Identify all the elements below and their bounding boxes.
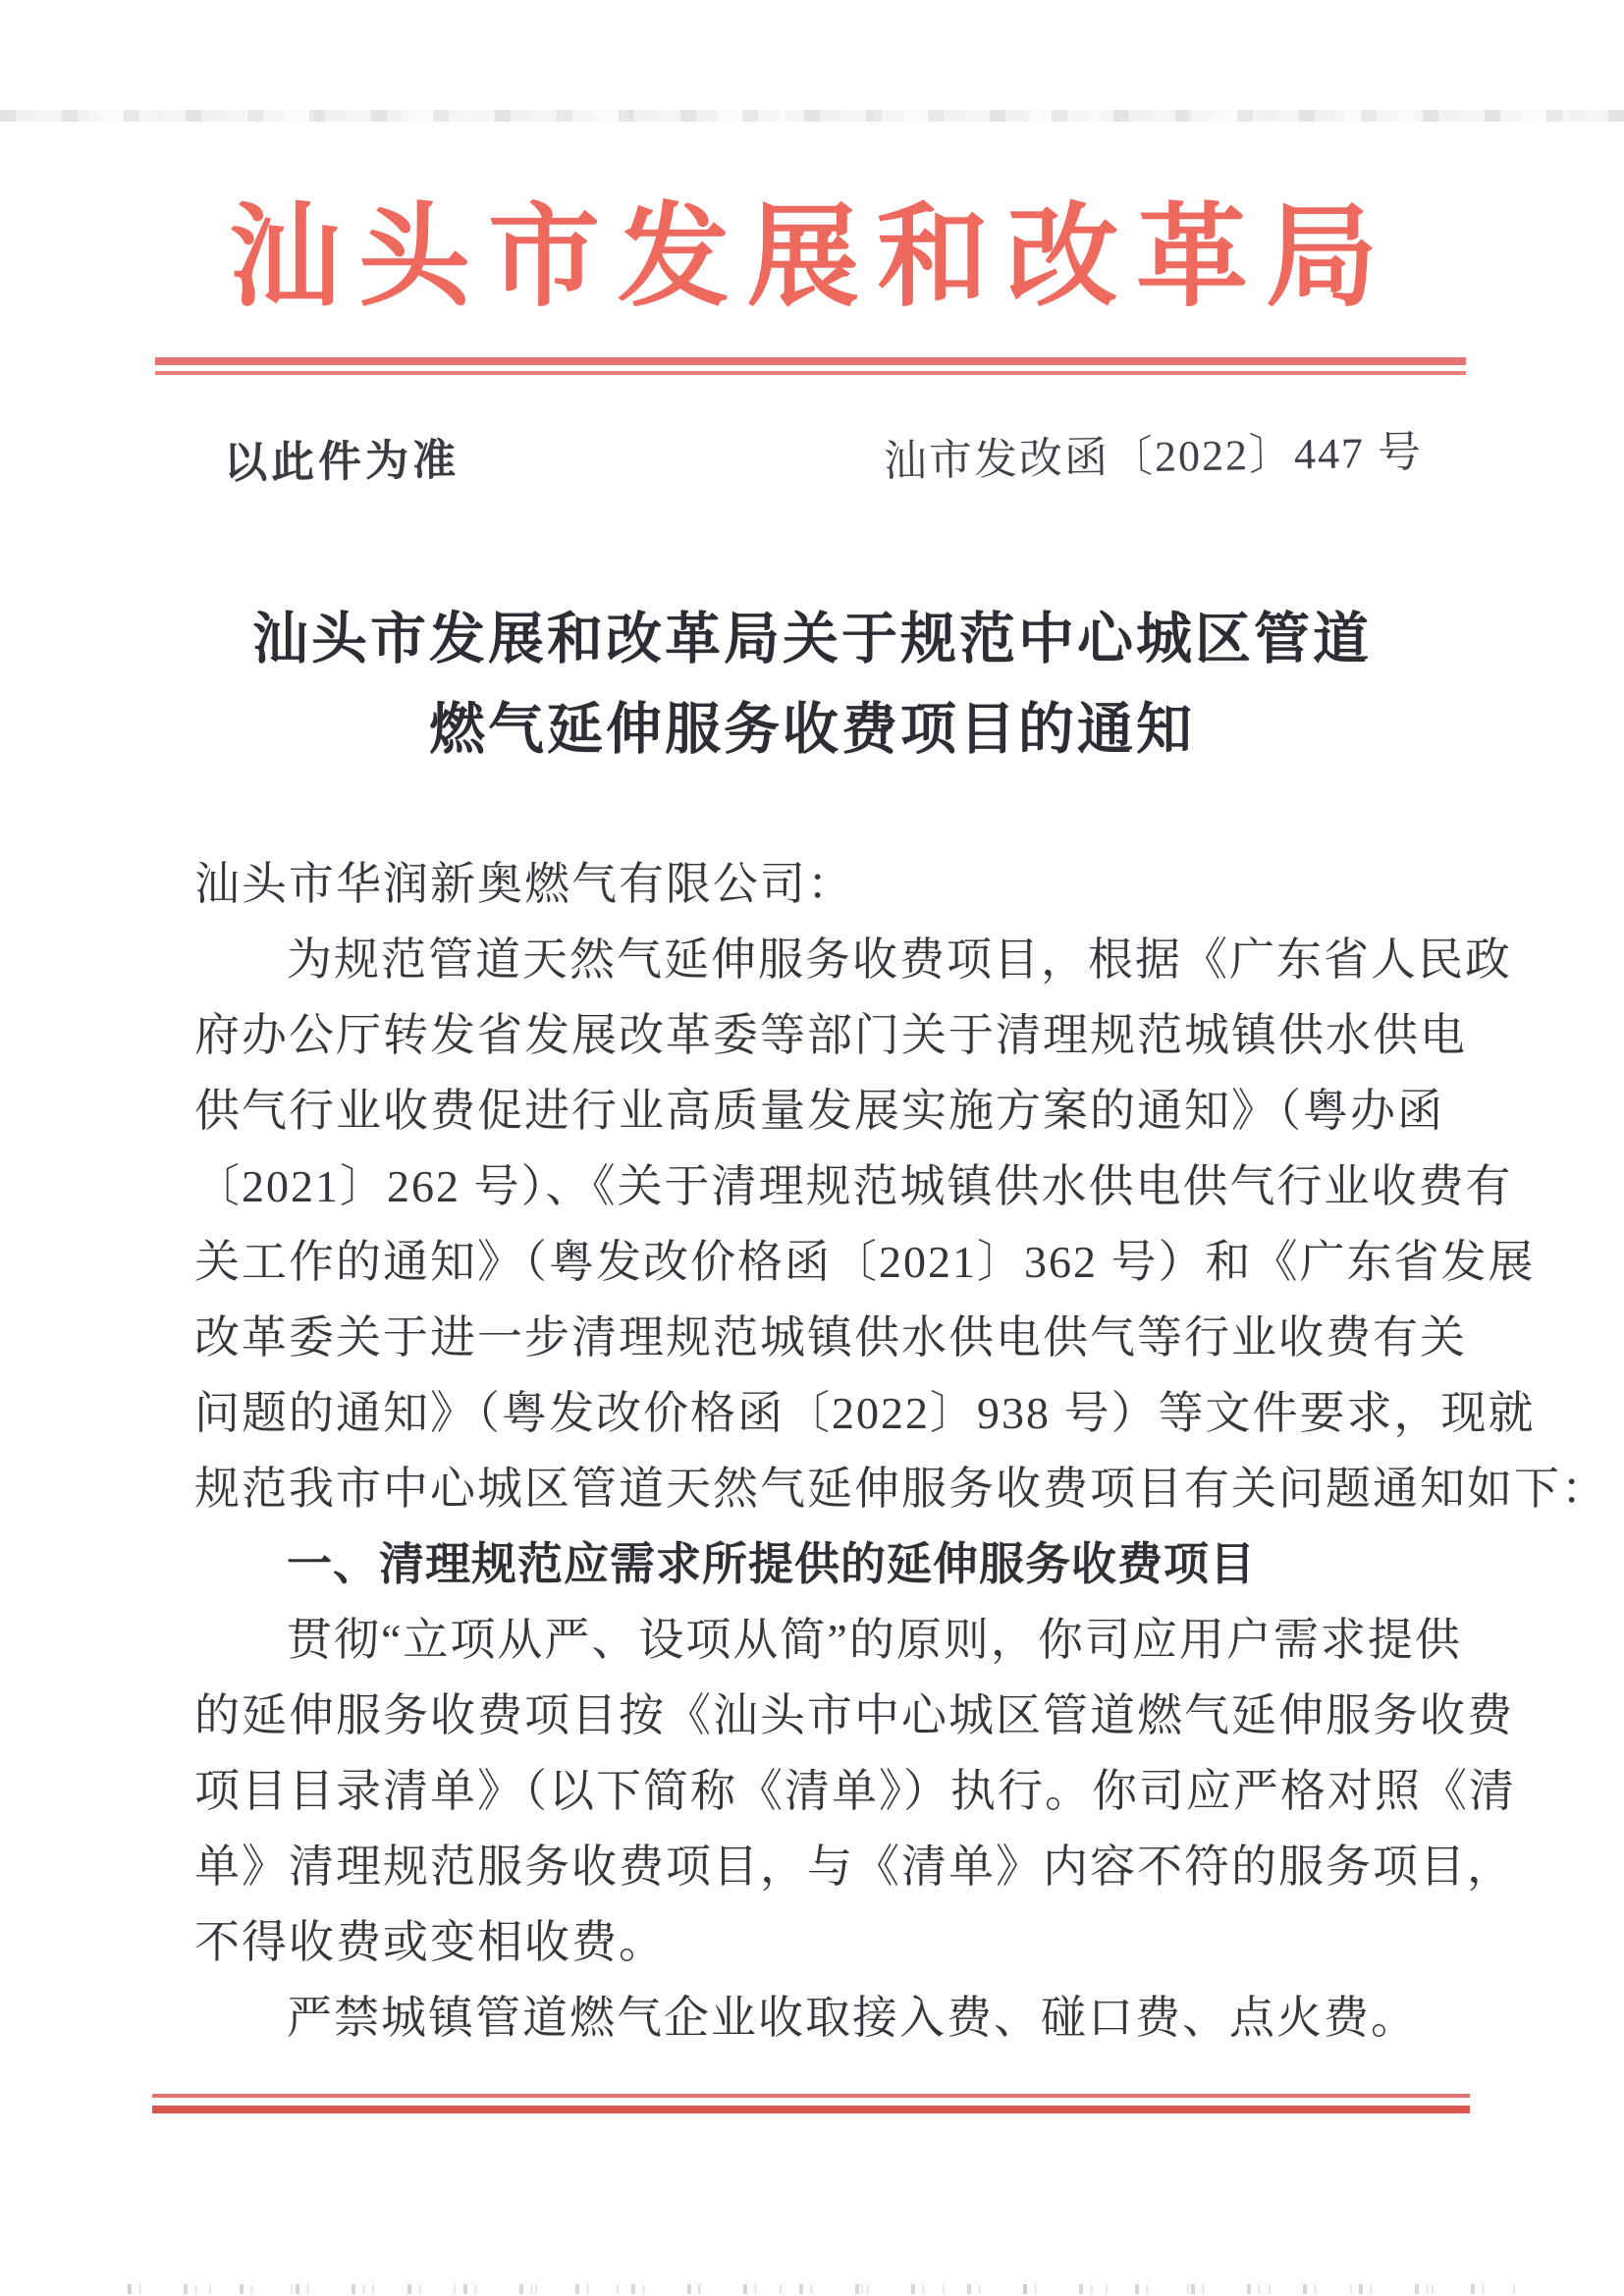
footer-rule-thick [152,2106,1470,2113]
body-line: 不得收费或变相收费。 [194,1917,666,1967]
body-line: 改革委关于进一步清理规范城镇供水供电供气等行业收费有关 [194,1312,1467,1362]
scan-noise-bottom [128,2284,1522,2294]
document-title [0,595,1624,775]
body-line: 供气行业收费促进行业高质量发展实施方案的通知》（粤办函 [194,1086,1444,1136]
body-line: 的延伸服务收费项目按《汕头市中心城区管道燃气延伸服务收费 [194,1690,1514,1740]
header-rule-thin [155,371,1466,375]
body-line: 严禁城镇管道燃气企业收取接入费、碰口费、点火费。 [287,1993,1418,2043]
body-line: 项目目录清单》（以下简称《清单》）执行。你司应严格对照《清 [194,1766,1516,1816]
body-line: 府办公厅转发省发展改革委等部门关于清理规范城镇供水供电 [194,1010,1467,1060]
document-title-line2: 燃气延伸服务收费项目的通知 [429,699,1195,761]
body-line: 问题的通知》（粤发改价格函〔2022〕938 号）等文件要求，现就 [194,1388,1536,1438]
body-line: 规范我市中心城区管道天然气延伸服务收费项目有关问题通知如下： [194,1464,1608,1514]
body-line: 为规范管道天然气延伸服务收费项目，根据《广东省人民政 [287,934,1512,985]
validity-note: 以此件为准 [223,436,460,488]
body-line: 〔2021〕262 号）、《关于清理规范城镇供水供电供气行业收费有 [194,1161,1513,1211]
header-rule-thick [155,357,1466,365]
body-line: 贯彻“立项从严、设项从简”的原则，你司应用户需求提供 [287,1615,1462,1665]
document-title-line1: 汕头市发展和改革局关于规范中心城区管道 [252,609,1372,670]
body-line: 一、清理规范应需求所提供的延伸服务收费项目 [287,1538,1256,1589]
body-line: 关工作的通知》（粤发改价格函〔2021〕362 号）和《广东省发展 [194,1237,1536,1287]
document-number: 汕市发改函〔2022〕447 号 [883,428,1424,486]
footer-rule-thin [152,2094,1470,2098]
body-line: 单》清理规范服务收费项目，与《清单》内容不符的服务项目， [194,1842,1514,1892]
scan-noise-top [0,110,1624,122]
body-line: 汕头市华润新奥燃气有限公司： [194,859,854,909]
body-text [194,846,1608,2056]
agency-masthead: 汕头市发展和改革局 [228,195,1395,320]
